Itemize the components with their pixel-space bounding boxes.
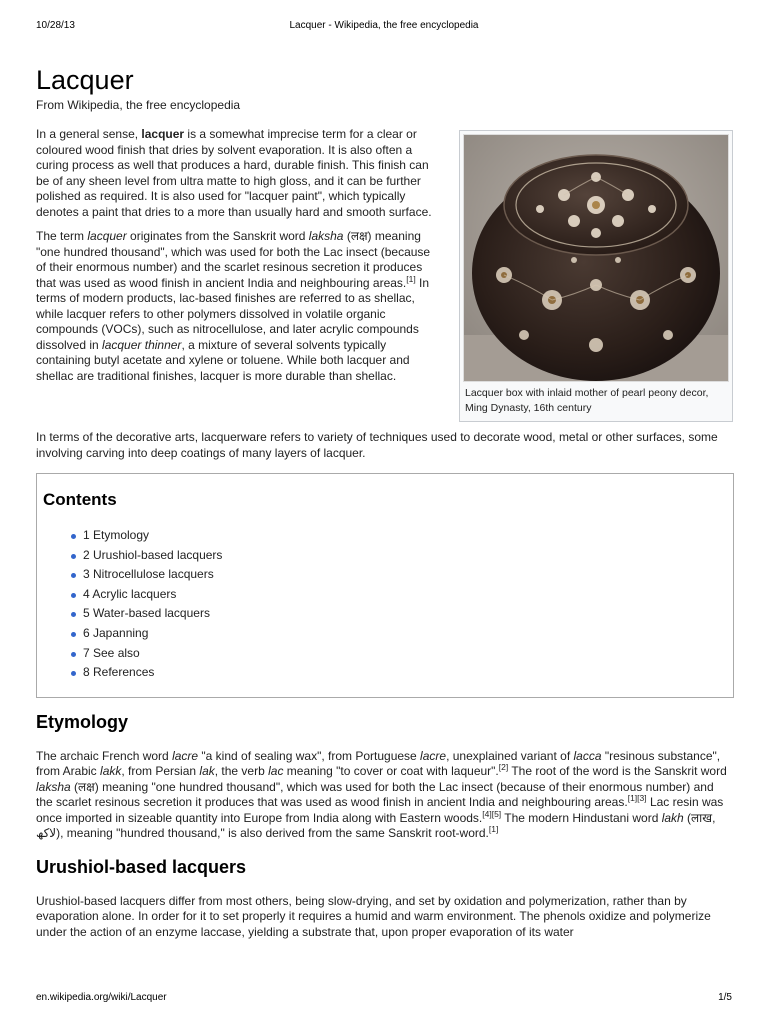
section-heading-urushiol: Urushiol-based lacquers bbox=[36, 856, 247, 877]
toc-item[interactable]: 3 Nitrocellulose lacquers bbox=[71, 565, 727, 585]
print-footer bbox=[36, 992, 732, 1006]
bullet-icon bbox=[71, 554, 76, 559]
toc-list bbox=[43, 526, 727, 683]
citation-link[interactable]: [1] bbox=[488, 824, 499, 835]
toc-title: Contents bbox=[43, 490, 117, 509]
bullet-icon bbox=[71, 573, 76, 578]
toc-item[interactable]: 5 Water-based lacquers bbox=[71, 604, 727, 624]
citation-link[interactable]: [1] bbox=[406, 273, 416, 284]
print-header bbox=[36, 20, 732, 34]
bullet-icon bbox=[71, 652, 76, 657]
etymology-paragraph: The archaic French word lacre "a kind of sealing wax", from Portuguese lacre, unexplained variant of lacca "resinous substance", from Arabic lakk, from Persian lak, the verb lac meaning "to cover or coat with laqueur".[2] The root of the word is the Sanskrit word laksha (लक्ष) meaning "one hundred thousand", which was used for both the Lac insect (because of their enormous number) and the scarlet resinous secretion it produces that was used as wood finish in ancient India and neighbouring areas.[1][3] Lac resin was once imported in sizeable quantity into Europe from India along with Eastern woods.[4][5] The modern Hindustani word lakh (लाख, لاکھ), meaning "hundred thousand," is also derived from the same Sanskrit root-word.[1] bbox=[36, 748, 727, 841]
citation-link[interactable]: [2] bbox=[498, 762, 509, 773]
article-content bbox=[36, 62, 733, 949]
toc-item[interactable]: 2 Urushiol-based lacquers bbox=[71, 546, 727, 566]
intro-paragraph-2: The term lacquer originates from the Sanskrit word laksha (लक्ष) meaning "one hundred thousand", which was used for both the Lac insect (because of their enormous number) and the scarlet resinous secretion it produces that was used as wood finish in ancient India and neighbouring areas.[1] In terms of modern products, lac-based finishes are referred to as shellac, while lacquer refers to other polymers dissolved in volatile organic compounds (VOCs), such as nitrocellulose, and later acrylic compounds dissolved in lacquer thinner, a mixture of several solvents typically containing butyl acetate and xylene or toluene. While both lacquer and shellac are traditional finishes, lacquer is more durable than shellac. bbox=[36, 229, 431, 383]
bullet-icon bbox=[71, 612, 76, 617]
table-of-contents bbox=[36, 473, 734, 698]
toc-item[interactable]: 7 See also bbox=[71, 644, 727, 664]
print-date: 10/28/13 bbox=[36, 20, 75, 31]
page-number: 1/5 bbox=[718, 992, 732, 1003]
lacquer-box-image[interactable] bbox=[463, 134, 729, 382]
bullet-icon bbox=[71, 534, 76, 539]
urushiol-paragraph: Urushiol-based lacquers differ from most others, being slow-drying, and set by oxidation and polymerization, rather than by evaporation alone. In order for it to set properly it requires a humid and warm environment. The phenols oxidize and polymerize under the action of an enzyme laccase, yielding a substrate that, upon proper evaporation of its water bbox=[36, 893, 711, 939]
toc-item[interactable]: 8 References bbox=[71, 663, 727, 683]
bullet-icon bbox=[71, 593, 76, 598]
toc-item[interactable]: 1 Etymology bbox=[71, 526, 727, 546]
print-url: en.wikipedia.org/wiki/Lacquer bbox=[36, 992, 167, 1003]
term-bold: lacquer bbox=[141, 127, 185, 141]
site-tagline: From Wikipedia, the free encyclopedia bbox=[36, 98, 241, 112]
toc-item[interactable]: 4 Acrylic lacquers bbox=[71, 585, 727, 605]
section-heading-etymology: Etymology bbox=[36, 711, 129, 732]
citation-link[interactable]: [4][5] bbox=[482, 808, 502, 819]
page-title: Lacquer bbox=[36, 65, 134, 95]
print-doc-title: Lacquer - Wikipedia, the free encyclopedia bbox=[289, 20, 479, 31]
intro-paragraph-3: In terms of the decorative arts, lacquerware refers to variety of techniques used to decorate wood, metal or other surfaces, some involving carving into deep coatings of many layers of lacquer. bbox=[36, 430, 718, 460]
toc-item[interactable]: 6 Japanning bbox=[71, 624, 727, 644]
image-thumbnail bbox=[459, 130, 733, 422]
bullet-icon bbox=[71, 632, 76, 637]
intro-paragraph-1: In a general sense, lacquer is a somewhat imprecise term for a clear or coloured wood finish that dries by solvent evaporation. It is also often a curing process as well that produces a hard, durable finish. This finish can be of any sheen level from ultra matte to high gloss, and it can be further polished as required. It is also used for "lacquer paint", which typically denotes a paint that dries to a more than usually hard and smooth surface. bbox=[36, 127, 432, 219]
bullet-icon bbox=[71, 671, 76, 676]
citation-link[interactable]: [1][3] bbox=[627, 793, 647, 804]
image-caption: Lacquer box with inlaid mother of pearl peony decor, Ming Dynasty, 16th century bbox=[465, 387, 709, 414]
